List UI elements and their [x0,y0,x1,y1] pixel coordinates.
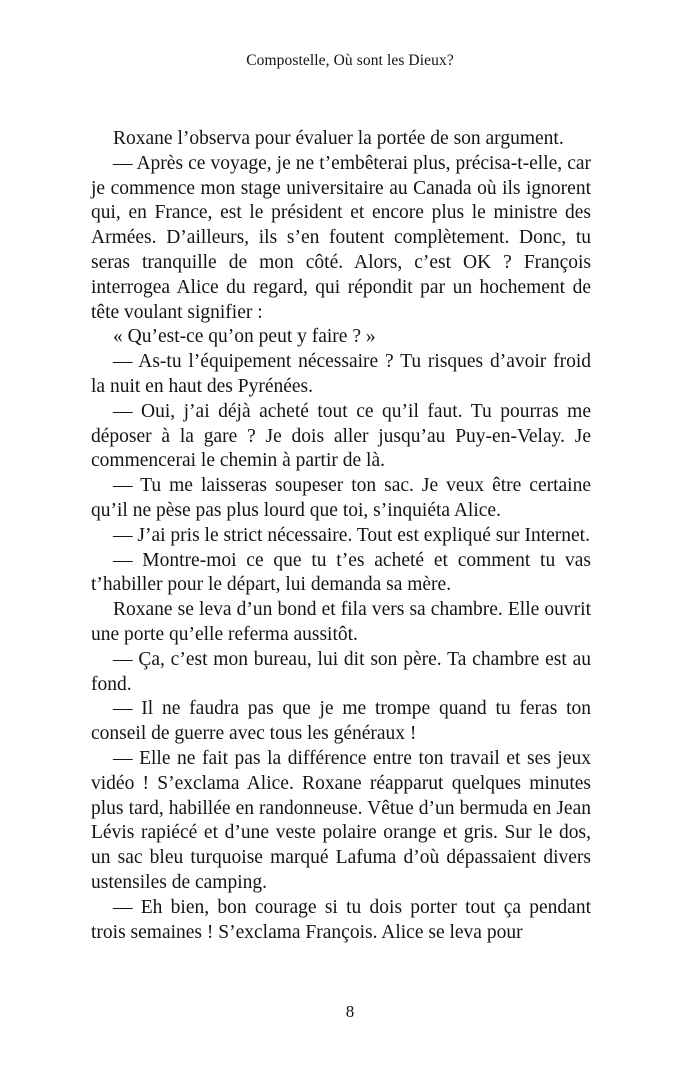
body-text [91,127,591,945]
paragraph: — Ça, c’est mon bureau, lui dit son père. Ta chambre est au fond. [91,648,591,695]
paragraph: Roxane l’observa pour évaluer la portée de son argument. [113,128,564,149]
paragraph: — Tu me laisseras soupeser ton sac. Je veux être certaine qu’il ne pèse pas plus lourd que toi, s’inquiéta Alice. [91,475,591,521]
page-number: 8 [345,1002,355,1021]
running-header: Compostelle, Où sont les Dieux? [246,52,454,69]
paragraph: — Il ne faudra pas que je me trompe quand tu feras ton conseil de guerre avec tous les généraux ! [91,698,591,745]
paragraph: — Eh bien, bon courage si tu dois porter tout ça pendant trois semaines ! S’exclama François. Alice se leva pour [91,896,591,943]
paragraph: — Après ce voyage, je ne t’embêterai plus, précisa-t-elle, car je commence mon stage universitaire au Canada où ils ignorent qui, en France, est le président et encore plus le ministre des Armées. D’ailleurs, ils s’en foutent complètement. Donc, tu seras tranquille de mon côté. Alors, c’est OK ? François interrogea Alice du regard, qui répondit par un hochement de tête voulant signifier : [91,152,591,323]
paragraph: « Qu’est-ce qu’on peut y faire ? » [113,326,376,348]
paragraph: — J’ai pris le strict nécessaire. Tout est expliqué sur Internet. [113,524,590,546]
paragraph: Roxane se leva d’un bond et fila vers sa chambre. Elle ouvrit une porte qu’elle referma aussitôt. [91,599,591,645]
paragraph: — Montre-moi ce que tu t’es acheté et comment tu vas t’habiller pour le départ, lui demanda sa mère. [91,549,591,596]
paragraph: — Oui, j’ai déjà acheté tout ce qu’il faut. Tu pourras me déposer à la gare ? Je dois aller jusqu’au Puy-en-Velay. Je commencerai le chemin à partir de là. [91,400,591,472]
paragraph: — Elle ne fait pas la différence entre ton travail et ses jeux vidéo ! S’exclama Alice. Roxane réapparut quelques minutes plus tard, habillée en randonneuse. Vêtue d’un bermuda en Jean Lévis rapiécé et d’une veste polaire orange et gris. Sur le dos, un sac bleu turquoise marqué Lafuma d’où dépassaient divers ustensiles de camping. [91,747,591,893]
paragraph: — As-tu l’équipement nécessaire ? Tu risques d’avoir froid la nuit en haut des Pyrénées. [91,351,591,397]
